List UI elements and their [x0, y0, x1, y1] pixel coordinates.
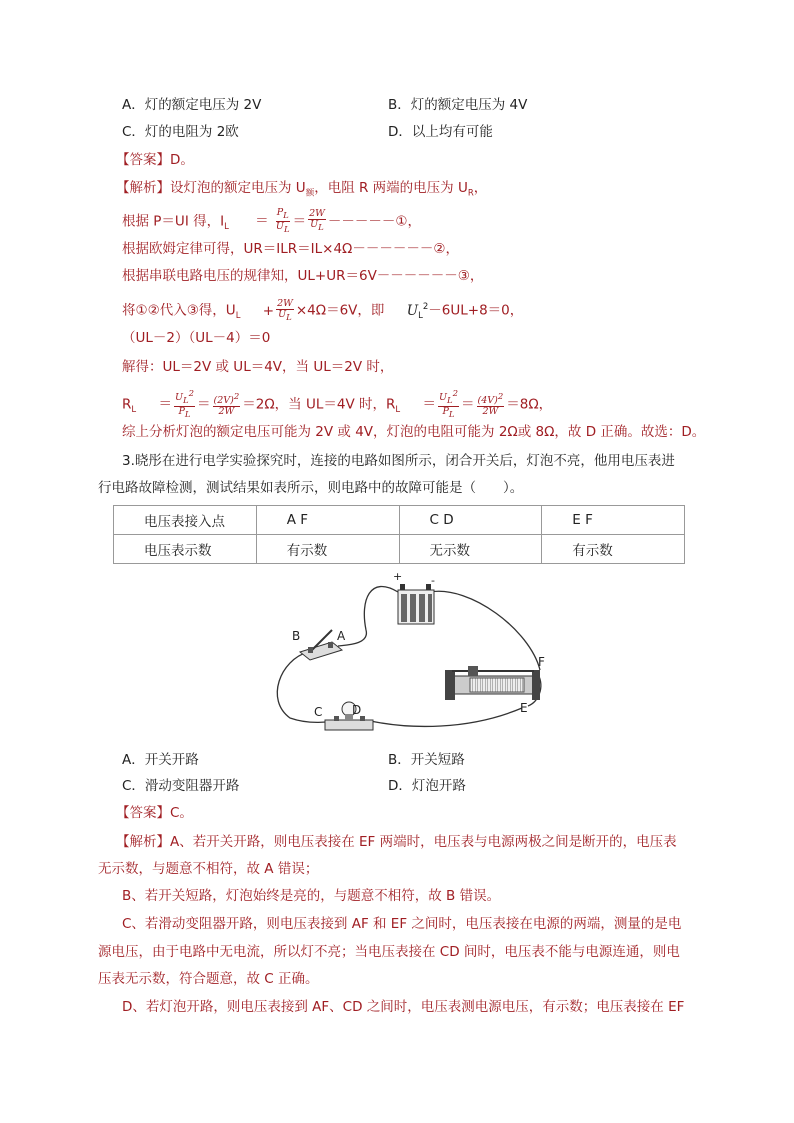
q3-answer: 【答案】C。 — [116, 805, 193, 821]
wire-switch-c — [277, 652, 338, 722]
q3-analysis-d1: D、若灯泡开路，则电压表接到 AF、CD 之间时，电压表测电源电压，有示数；电压表接在 EF — [122, 999, 685, 1015]
q2-analysis-line6: （UL－2）（UL－4）＝0 — [122, 330, 271, 346]
table-row — [114, 535, 685, 564]
wire-battery-switch — [338, 586, 398, 646]
label-a: A — [337, 629, 346, 643]
q3-analysis-c3: 压表无示数，符合题意，故 C 正确。 — [98, 971, 319, 987]
label-b: B — [292, 629, 301, 643]
table-cell: C D — [399, 506, 542, 535]
q3-analysis-b1: B、若开关短路，灯泡始终是亮的，与题意不相符，故 B 错误。 — [122, 888, 501, 904]
battery-icon — [398, 584, 434, 624]
q2-analysis-line2: 根据 P＝UI 得，$I_L$ ＝ $\frac{P_L}{U_L}$ ＝ $\frac{2W}{U_L}$ －－－－－①， — [122, 207, 422, 235]
table-cell: 无示数 — [399, 535, 542, 564]
q3-analysis-c1: C、若滑动变阻器开路，则电压表接到 AF 和 EF 之间时，电压表接在电源的两端，测量的是电 — [122, 916, 682, 932]
table-cell: 电压表接入点 — [114, 506, 257, 535]
wire-battery-f — [430, 591, 540, 670]
q3-stem-line2: 行电路故障检测，测试结果如表所示，则电路中的故障可能是（ ）。 — [98, 480, 524, 496]
table-cell: 有示数 — [256, 535, 399, 564]
switch-icon — [300, 630, 342, 660]
q3-option-d: D．灯泡开路 — [388, 778, 466, 794]
q3-option-c: C．滑动变阻器开路 — [122, 778, 240, 794]
q3-analysis-a2: 无示数，与题意不相符，故 A 错误； — [98, 861, 319, 877]
q3-analysis-c2: 源电压，由于电路中无电流，所以灯不亮；当电压表接在 CD 间时，电压表不能与电源连通，则电 — [98, 944, 680, 960]
table-cell: 电压表示数 — [114, 535, 257, 564]
q2-analysis-line3: 根据欧姆定律可得，UR＝ILR＝IL×4Ω－－－－－－②， — [122, 241, 459, 257]
q2-option-d: D．以上均有可能 — [388, 124, 493, 140]
q2-analysis-line8: $R_L$ ＝ $\frac{U_L^2}{P_L}$ ＝ $\frac{(2V)^2}{2W}$ ＝2Ω，当 UL＝4V 时，$R_L$ ＝ $\frac{U_L^2}{P_L}$ ＝ $\frac{(4V)^2}{2W}$ ＝8Ω， — [122, 389, 553, 420]
label-f: F — [538, 655, 545, 669]
q2-analysis-line7: 解得：UL＝2V 或 UL＝4V，当 UL＝2V 时， — [122, 359, 394, 375]
q2-analysis-line1: 【解析】设灯泡的额定电压为 $U_额$，电阻 R 两端的电压为 $U_R$， — [116, 180, 488, 199]
q3-option-b: B．开关短路 — [388, 752, 465, 768]
label-d: D — [352, 703, 362, 717]
q2-option-c: C．灯的电阻为 2欧 — [122, 124, 239, 140]
q2-analysis-line9: 综上分析灯泡的额定电压可能为 2V 或 4V，灯泡的电阻可能为 2Ω或 8Ω，故 D 正确。故选：D。 — [122, 424, 706, 440]
q2-analysis-line4: 根据串联电路电压的规律知，UL+UR＝6V－－－－－－③， — [122, 268, 484, 284]
q3-stem-line1: 3.晓彤在进行电学实验探究时，连接的电路如图所示，闭合开关后，灯泡不亮，他用电压表进 — [122, 453, 675, 469]
battery-minus-label: - — [431, 574, 435, 587]
wire-d-e — [366, 708, 522, 726]
q2-answer: 【答案】D。 — [116, 152, 194, 168]
q2-analysis-line5: 将①②代入③得，$U_L$ + $\frac{2W}{U_L}$ ×4Ω＝6V，即 $U_L^2-6UL+8=0$， — [122, 297, 524, 323]
q3-result-table — [113, 505, 685, 564]
q2-option-b: B．灯的额定电压为 4V — [388, 97, 528, 113]
label-e: E — [520, 701, 528, 715]
rheostat-icon — [445, 666, 540, 700]
table-cell: E F — [542, 506, 685, 535]
q3-option-a: A．开关开路 — [122, 752, 199, 768]
table-row — [114, 506, 685, 535]
table-cell: 有示数 — [542, 535, 685, 564]
battery-plus-label: + — [393, 570, 403, 583]
q2-option-a: A．灯的额定电压为 2V — [122, 97, 262, 113]
q3-analysis-a1: 【解析】A、若开关开路，则电压表接在 EF 两端时，电压表与电源两极之间是断开的，电压表 — [116, 834, 677, 850]
label-c: C — [314, 705, 323, 719]
lamp-icon — [325, 702, 373, 730]
circuit-diagram — [270, 570, 560, 745]
table-cell: A F — [256, 506, 399, 535]
